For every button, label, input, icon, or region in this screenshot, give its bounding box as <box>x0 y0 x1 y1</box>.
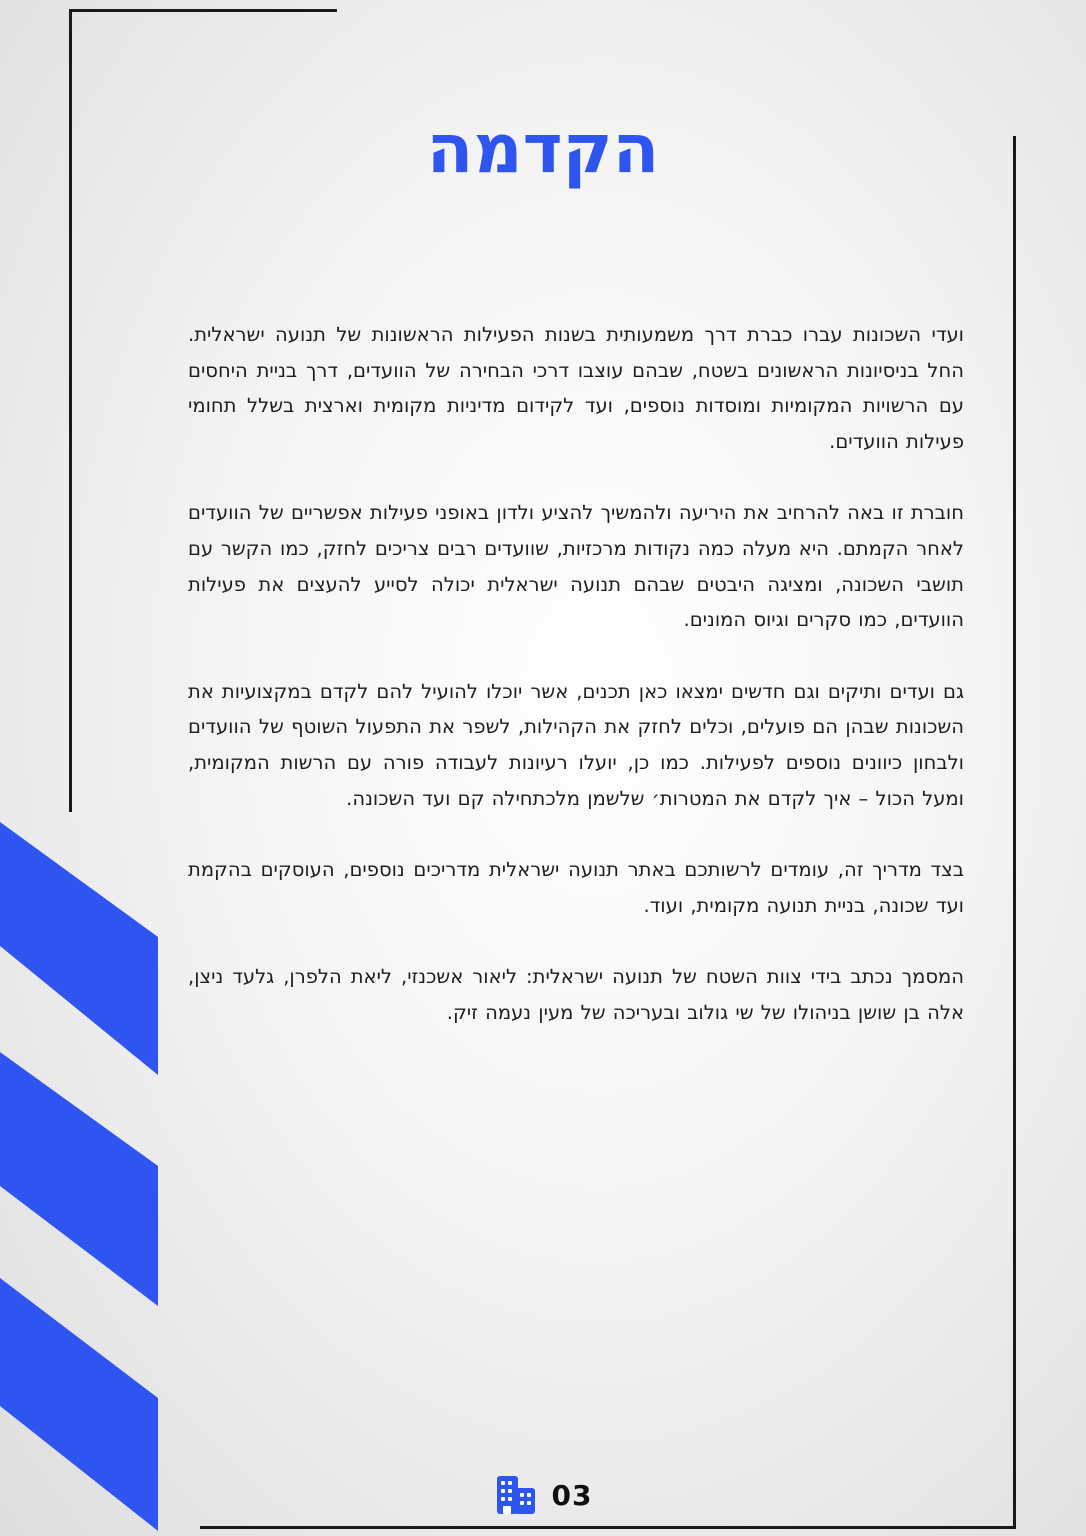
stripe-middle <box>0 1052 158 1306</box>
building-icon <box>494 1473 538 1517</box>
paragraph-2: חוברת זו באה להרחיב את היריעה ולהמשיך להציע ולדון באופני פעילות אפשריים של הוועדים לאחר הקמתם. היא מעלה כמה נקודות מרכזיות, שוועדים רבים צריכים לחזק, כמו הקשר עם תושבי השכונה, ומציגה היבטים שבהם תנועה ישראלית יכולה לסייע להעצים את פעילות הוועדים, כמו סקרים וגיוס המונים. <box>188 501 964 632</box>
intro-body <box>188 317 964 1067</box>
paragraph-4: בצד מדריך זה, עומדים לרשותכם באתר תנועה ישראלית מדריכים נוספים, העוסקים בהקמת ועד שכונה, בניית תנועה מקומית, ועוד. <box>188 858 964 917</box>
stripe-top <box>0 822 158 1075</box>
paragraph-1: ועדי השכונות עברו כברת דרך משמעותית בשנות הפעילות הראשונות של תנועה ישראלית. החל בניסיונות הראשונים בשטח, שבהם עוצבו דרכי הבחירה של הוועדים, דרך בניית היחסים עם הרשויות המקומיות ומוסדות נוספים, ועד לקידום מדיניות מקומית וארצית בשלל תחומי פעילות הוועדים. <box>188 323 964 453</box>
page-number: 03 <box>551 1478 593 1512</box>
page-footer <box>0 1470 1086 1520</box>
page-title: הקדמה <box>426 110 660 189</box>
paragraph-3: גם ועדים ותיקים וגם חדשים ימצאו כאן תכנים, אשר יוכלו להועיל להם לקדם במקצועיות את השכונות שבהן הם פועלים, וכלים לחזק את הקהילות, לשפר את התפעול השוטף של הוועדים ולבחון כיוונים נוספים לפעילות. כמו כן, יועלו רעיונות לעבודה פורה עם הרשות המקומית, ומעל הכול – איך לקדם את המטרות׳ שלשמן מלכתחילה קם ועד השכונה. <box>188 679 964 810</box>
paragraph-5: המסמך נכתב בידי צוות השטח של תנועה ישראלית: ליאור אשכנזי, ליאת הלפרן, גלעד ניצן, אלה בן שושן בניהולו של שי גולוב ובעריכה של מעין נעמה זיק. <box>188 965 964 1024</box>
